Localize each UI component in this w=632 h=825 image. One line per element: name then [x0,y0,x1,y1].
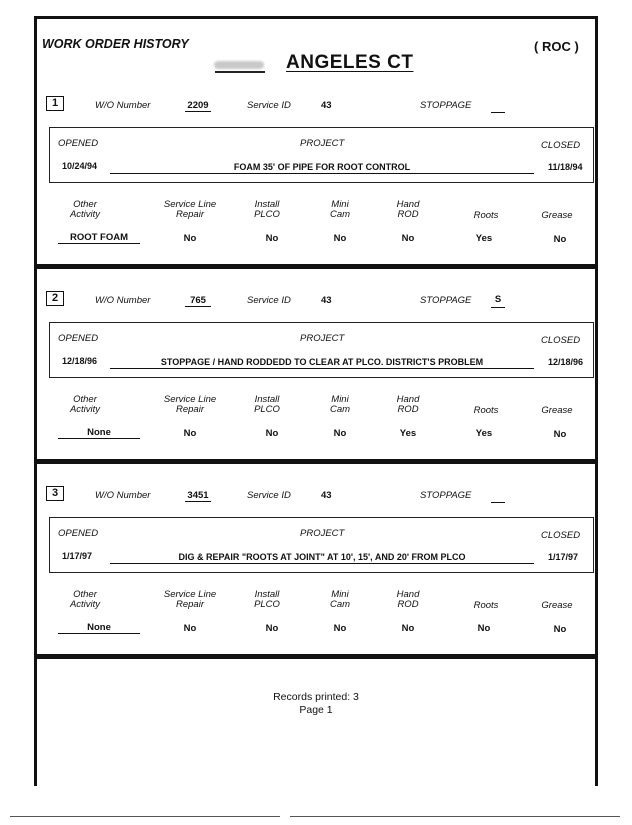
other-activity-label-line2: Activity [69,209,101,220]
bottom-rule-right [290,816,620,817]
project-label: PROJECT [300,138,345,149]
mini-cam-label-line2: Cam [329,599,351,610]
service-id-value: 43 [321,490,332,501]
street-prefix-underline [215,71,265,73]
project-underline [110,173,534,174]
report-title: WORK ORDER HISTORY [42,37,189,51]
closed-date: 12/18/96 [548,357,584,367]
project-underline [110,563,534,564]
grease-label: Grease [541,600,573,611]
stoppage-value [491,489,505,503]
hand-rod-value: Yes [399,428,417,439]
service-line-repair-label-line1: Service Line [163,589,217,600]
closed-label: CLOSED [541,335,581,346]
opened-label: OPENED [58,528,99,539]
install-plco-value: No [265,428,279,439]
service-line-repair-value: No [183,233,197,244]
opened-label: OPENED [58,333,99,344]
other-activity-label-line1: Other [73,394,97,405]
records-printed: Records printed: 3 [273,691,359,703]
mini-cam-label-line1: Mini [331,394,349,405]
service-line-repair-label-line2: Repair [176,404,204,415]
opened-date: 1/17/97 [62,551,93,561]
stoppage-value [491,99,505,113]
record-number: 1 [46,96,64,111]
service-line-repair-label-line1: Service Line [163,394,217,405]
project-description: DIG & REPAIR "ROOTS AT JOINT" AT 10', 15', AND 20' FROM PLCO [178,552,466,562]
section-separator [34,459,598,464]
service-id-value: 43 [321,100,332,111]
closed-label: CLOSED [541,530,581,541]
install-plco-label-line1: Install [254,394,280,405]
roots-value: No [477,623,491,634]
mini-cam-label-line2: Cam [329,209,351,220]
bottom-rule-left [10,816,280,817]
install-plco-label-line1: Install [254,199,280,210]
grease-value: No [553,234,567,245]
record-number: 2 [46,291,64,306]
project-description: STOPPAGE / HAND RODDEDD TO CLEAR AT PLCO. DISTRICT'S PROBLEM [160,357,484,367]
record-number: 3 [46,486,64,501]
hand-rod-label-line2: ROD [397,599,419,610]
stoppage-value: S [491,294,505,308]
other-activity-label-line2: Activity [69,404,101,415]
hand-rod-value: No [401,233,415,244]
other-activity-label-line1: Other [73,199,97,210]
other-activity-value: None [58,427,140,439]
mini-cam-value: No [333,623,347,634]
section-separator [34,654,598,659]
roots-label: Roots [473,210,499,221]
roots-label: Roots [473,405,499,416]
grease-value: No [553,429,567,440]
roots-value: Yes [475,428,493,439]
install-plco-value: No [265,233,279,244]
other-activity-label-line1: Other [73,589,97,600]
project-label: PROJECT [300,528,345,539]
mini-cam-label-line1: Mini [331,199,349,210]
grease-label: Grease [541,405,573,416]
install-plco-label-line2: PLCO [254,209,280,220]
wo-number-label: W/O Number [95,295,151,306]
service-line-repair-value: No [183,623,197,634]
install-plco-value: No [265,623,279,634]
section-separator [34,264,598,269]
wo-number-value: 765 [185,295,211,307]
project-box [49,517,594,573]
install-plco-label-line2: PLCO [254,599,280,610]
stoppage-label: STOPPAGE [420,100,472,111]
opened-date: 12/18/96 [62,356,98,366]
hand-rod-label-line1: Hand [396,199,420,210]
service-id-label: Service ID [247,295,291,306]
hand-rod-label-line1: Hand [396,394,420,405]
page-number: Page 1 [299,704,333,716]
other-activity-label-line2: Activity [69,599,101,610]
install-plco-label-line1: Install [254,589,280,600]
other-activity-value: None [58,622,140,634]
mini-cam-label-line2: Cam [329,404,351,415]
wo-number-label: W/O Number [95,490,151,501]
redacted-street-prefix [214,61,264,69]
project-underline [110,368,534,369]
service-id-label: Service ID [247,490,291,501]
other-activity-value: ROOT FOAM [58,232,140,244]
service-line-repair-label-line2: Repair [176,209,204,220]
opened-date: 10/24/94 [62,161,98,171]
wo-number-value: 3451 [185,490,211,502]
mini-cam-value: No [333,428,347,439]
hand-rod-value: No [401,623,415,634]
project-box [49,127,594,183]
hand-rod-label-line2: ROD [397,404,419,415]
mini-cam-label-line1: Mini [331,589,349,600]
mini-cam-value: No [333,233,347,244]
wo-number-label: W/O Number [95,100,151,111]
grease-label: Grease [541,210,573,221]
project-box [49,322,594,378]
wo-number-value: 2209 [185,100,211,112]
closed-date: 11/18/94 [548,162,583,172]
hand-rod-label-line2: ROD [397,209,419,220]
hand-rod-label-line1: Hand [396,589,420,600]
area-code: ( ROC ) [534,39,579,54]
roots-value: Yes [475,233,493,244]
grease-value: No [553,624,567,635]
project-description: FOAM 35' OF PIPE FOR ROOT CONTROL [233,162,411,172]
service-id-value: 43 [321,295,332,306]
closed-date: 1/17/97 [548,552,579,562]
service-id-label: Service ID [247,100,291,111]
install-plco-label-line2: PLCO [254,404,280,415]
service-line-repair-value: No [183,428,197,439]
stoppage-label: STOPPAGE [420,490,472,501]
roots-label: Roots [473,600,499,611]
opened-label: OPENED [58,138,99,149]
stoppage-label: STOPPAGE [420,295,472,306]
service-line-repair-label-line1: Service Line [163,199,217,210]
service-line-repair-label-line2: Repair [176,599,204,610]
project-label: PROJECT [300,333,345,344]
street-name: ANGELES CT [286,52,414,73]
closed-label: CLOSED [541,140,581,151]
